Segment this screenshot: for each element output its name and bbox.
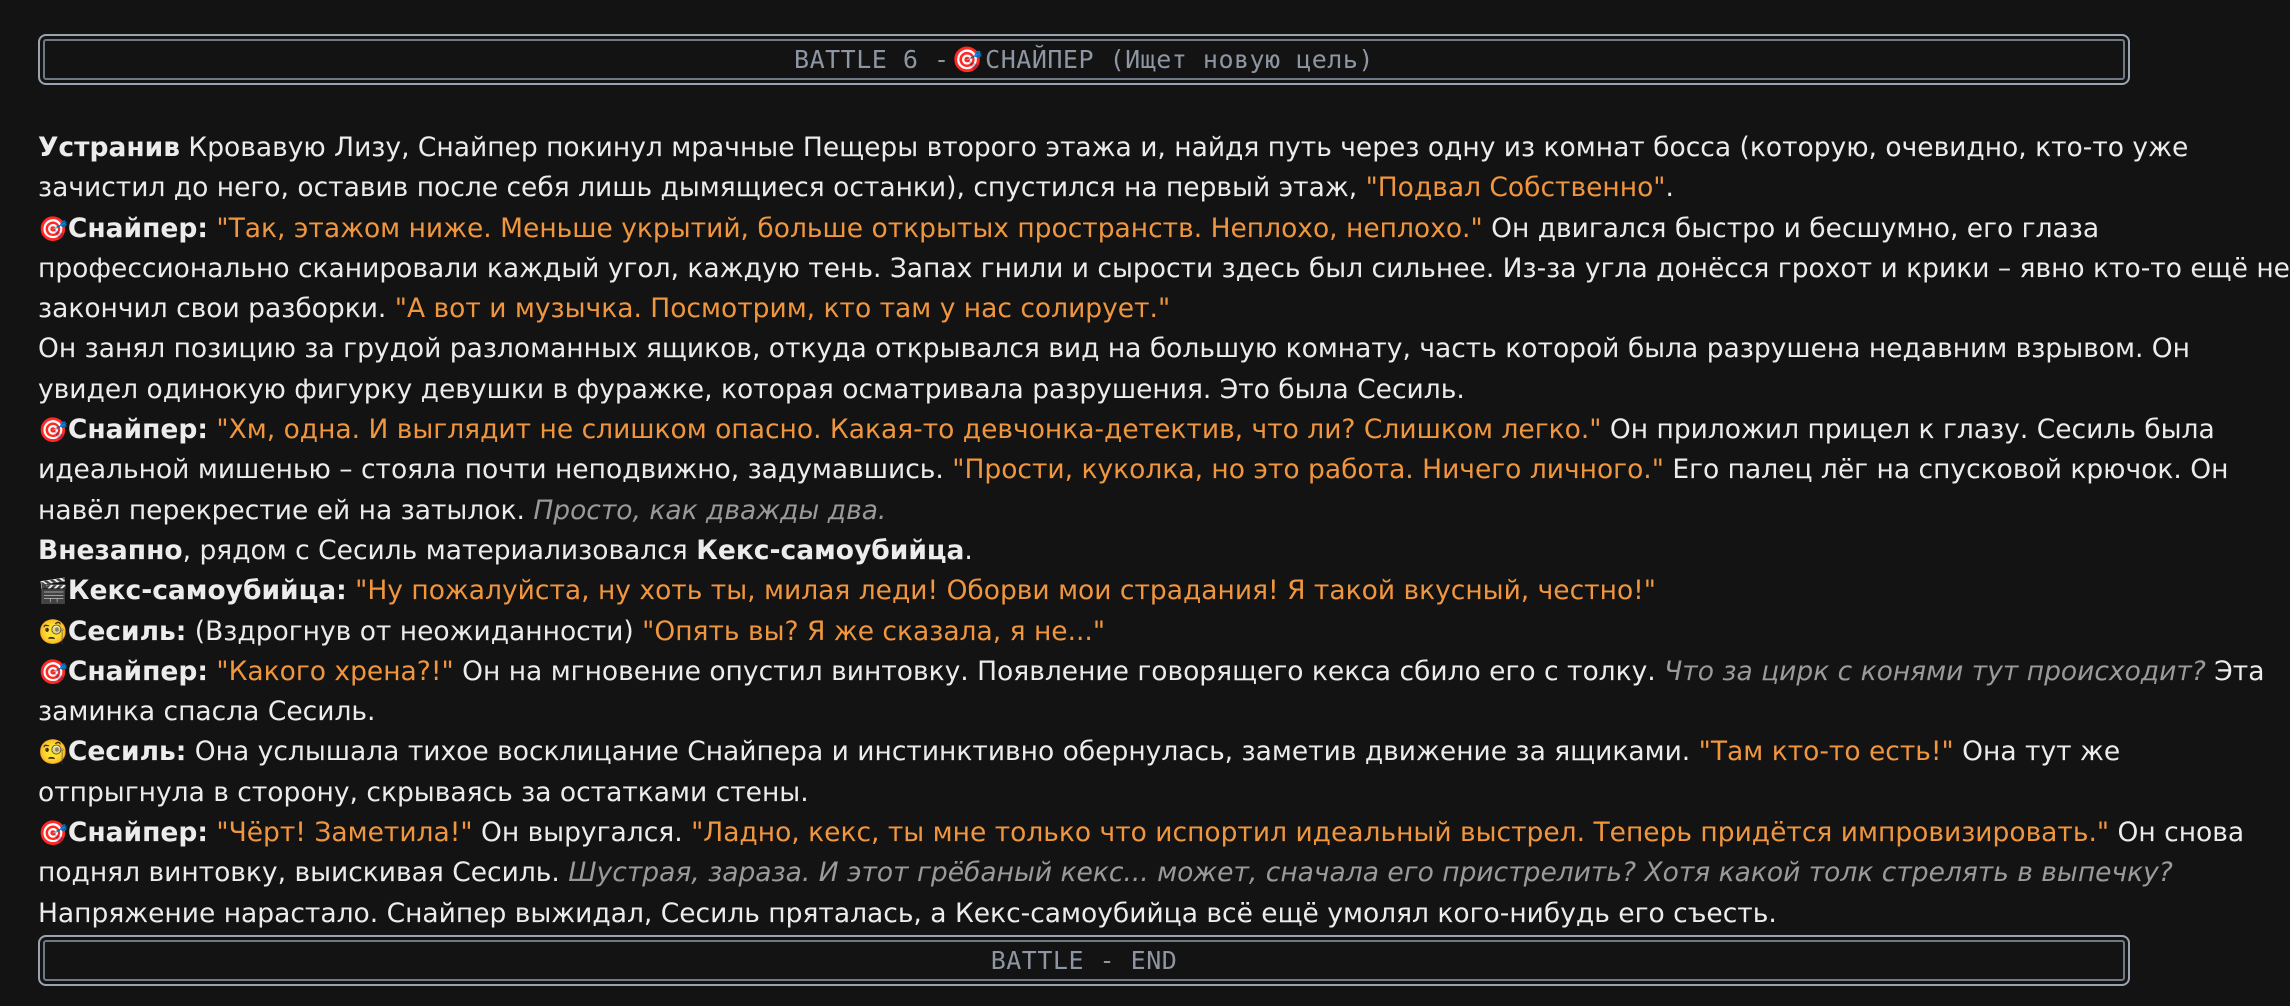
inner-thought: Что за цирк с конями тут происходит? xyxy=(1664,655,2206,687)
battle-footer-banner xyxy=(38,935,2130,986)
narration-text: (Вздрогнув от неожиданности) xyxy=(186,615,643,647)
dialogue-quote: "А вот и музычка. Посмотрим, кто там у нас солирует." xyxy=(394,293,1171,325)
speaker-name: Внезапно xyxy=(38,534,183,566)
inner-thought: Шустрая, зараза. И этот грёбаный кекс... может, сначала его пристрелить? Хотя какой толк стрелять в выпечку? xyxy=(568,857,2173,889)
narration-text: Она услышала тихое восклицание Снайпера и инстинктивно обернулась, заметив движение за ящиками. xyxy=(186,736,1699,768)
story-line xyxy=(38,692,2138,732)
speaker-name: Снайпер: xyxy=(67,212,208,244)
narration-text: увидел одинокую фигурку девушки в фуражке, которая осматривала разрушения. Это была Сесиль. xyxy=(38,373,1465,405)
story-line xyxy=(38,571,2138,611)
story-line xyxy=(38,128,2189,168)
story-line xyxy=(38,531,2138,571)
narration-text: профессионально сканировали каждый угол, каждую тень. Запах гнили и сырости здесь был сильнее. Из-за угла донёсся грохот и крики – явно кто-то ещё не xyxy=(38,252,2290,284)
story-line xyxy=(38,773,2138,813)
narration-text: Кровавую Лизу, Снайпер покинул мрачные Пещеры второго этажа и, найдя путь через одну из комнат босса (которую, очевидно, кто-то уже xyxy=(180,132,2189,163)
story-line xyxy=(38,853,2173,893)
target-icon: 🎯 xyxy=(951,44,984,74)
speaker-name: Кекс-самоубийца: xyxy=(67,575,347,607)
narration-text: Напряжение нарастало. Снайпер выжидал, Сесиль пряталась, а Кекс-самоубийца всё ещё умолял кого-нибудь его съесть. xyxy=(38,897,1777,929)
narration-text: Эта xyxy=(2205,655,2265,687)
story-line xyxy=(38,168,2138,208)
speaker-icon: 🎯 xyxy=(38,416,68,445)
narration-text: закончил свои разборки. xyxy=(38,293,395,325)
narration-text: Его палец лёг на спусковой крючок. Он xyxy=(1663,454,2229,486)
speaker-name: Снайпер: xyxy=(67,817,208,849)
dialogue-quote: "Ладно, кекс, ты мне только что испортил идеальный выстрел. Теперь придётся импровизировать." xyxy=(691,817,2110,849)
narration-text: Она тут же xyxy=(1953,736,2121,768)
story-line xyxy=(38,329,2190,369)
story-line xyxy=(38,370,2138,410)
story-line xyxy=(38,249,2290,289)
speaker-name: Кекс-самоубийца xyxy=(696,534,965,566)
dialogue-quote: "Ну пожалуйста, ну хоть ты, милая леди! Оборви мои страдания! Я такой вкусный, честно!" xyxy=(355,575,1656,607)
speaker-name: Сесиль: xyxy=(67,615,187,647)
dialogue-quote: "Хм, одна. И выглядит не слишком опасно. Какая-то девчонка-детектив, что ли? Слишком легко." xyxy=(216,414,1602,446)
dialogue-quote: "Прости, куколка, но это работа. Ничего личного." xyxy=(952,454,1664,486)
narration-text: , рядом с Сесиль материализовался xyxy=(182,534,697,566)
speaker-icon: 🎯 xyxy=(38,657,68,686)
speaker-name: Снайпер: xyxy=(67,414,208,446)
inner-thought: Просто, как дважды два. xyxy=(533,494,887,526)
narration-text: идеальной мишенью – стояла почти неподвижно, задумавшись. xyxy=(38,454,953,486)
speaker-name: Снайпер: xyxy=(67,655,208,687)
battle-header-prefix: BATTLE 6 - xyxy=(794,45,950,74)
narration-text: зачистил до него, оставив после себя лишь дымящиеся останки), спустился на первый этаж, xyxy=(38,172,1366,204)
speaker-icon: 🎬 xyxy=(38,577,68,606)
story-line xyxy=(38,894,2138,934)
story-line xyxy=(38,732,2138,772)
dialogue-quote: "Какого хрена?!" xyxy=(216,655,454,687)
battle-header-banner xyxy=(38,34,2130,85)
dialogue-quote: "Так, этажом ниже. Меньше укрытий, больше открытых пространств. Неплохо, неплохо." xyxy=(216,212,1483,244)
speaker-icon: 🎯 xyxy=(38,214,68,243)
story-line xyxy=(38,289,2138,329)
dialogue-quote: "Подвал Собственно" xyxy=(1365,172,1666,204)
story-line xyxy=(38,491,2138,531)
battle-footer-title: BATTLE - END xyxy=(990,946,1178,975)
story-text xyxy=(38,128,2290,934)
narration-text: Он занял позицию за грудой разломанных ящиков, откуда открывался вид на большую комнату, часть которой была разрушена недавним взрывом. Он xyxy=(38,333,2190,365)
battle-header-title: СНАЙПЕР (Ищет новую цель) xyxy=(985,45,1374,74)
story-line xyxy=(38,612,2138,652)
story-line xyxy=(38,652,2265,692)
narration-text: Он двигался быстро и бесшумно, его глаза xyxy=(1482,212,2100,244)
dialogue-quote: "Опять вы? Я же сказала, я не..." xyxy=(642,615,1106,647)
story-line xyxy=(38,450,2229,490)
narration-text: Он приложил прицел к глазу. Сесиль была xyxy=(1601,414,2215,446)
narration-text: . xyxy=(1665,172,1674,204)
narration-text: заминка спасла Сесиль. xyxy=(38,696,376,728)
story-line xyxy=(38,813,2245,853)
story-line xyxy=(38,410,2215,450)
narration-text: поднял винтовку, выискивая Сесиль. xyxy=(38,857,569,889)
narration-text: . xyxy=(964,534,973,566)
story-line xyxy=(38,209,2138,249)
dialogue-quote: "Чёрт! Заметила!" xyxy=(216,817,473,849)
speaker-icon: 🧐 xyxy=(38,617,68,646)
dialogue-quote: "Там кто-то есть!" xyxy=(1698,736,1954,768)
narration-text: отпрыгнула в сторону, скрываясь за остатками стены. xyxy=(38,776,809,808)
speaker-name: Устранив xyxy=(38,132,180,163)
narration-text xyxy=(347,575,355,606)
narration-text: навёл перекрестие ей на затылок. xyxy=(38,494,534,526)
narration-text: Он снова xyxy=(2109,817,2245,849)
narration-text: Он выругался. xyxy=(472,817,692,849)
narration-text: Он на мгновение опустил винтовку. Появление говорящего кекса сбило его с толку. xyxy=(453,655,1665,687)
speaker-icon: 🎯 xyxy=(38,819,68,848)
speaker-icon: 🧐 xyxy=(38,738,68,767)
speaker-name: Сесиль: xyxy=(67,736,187,768)
